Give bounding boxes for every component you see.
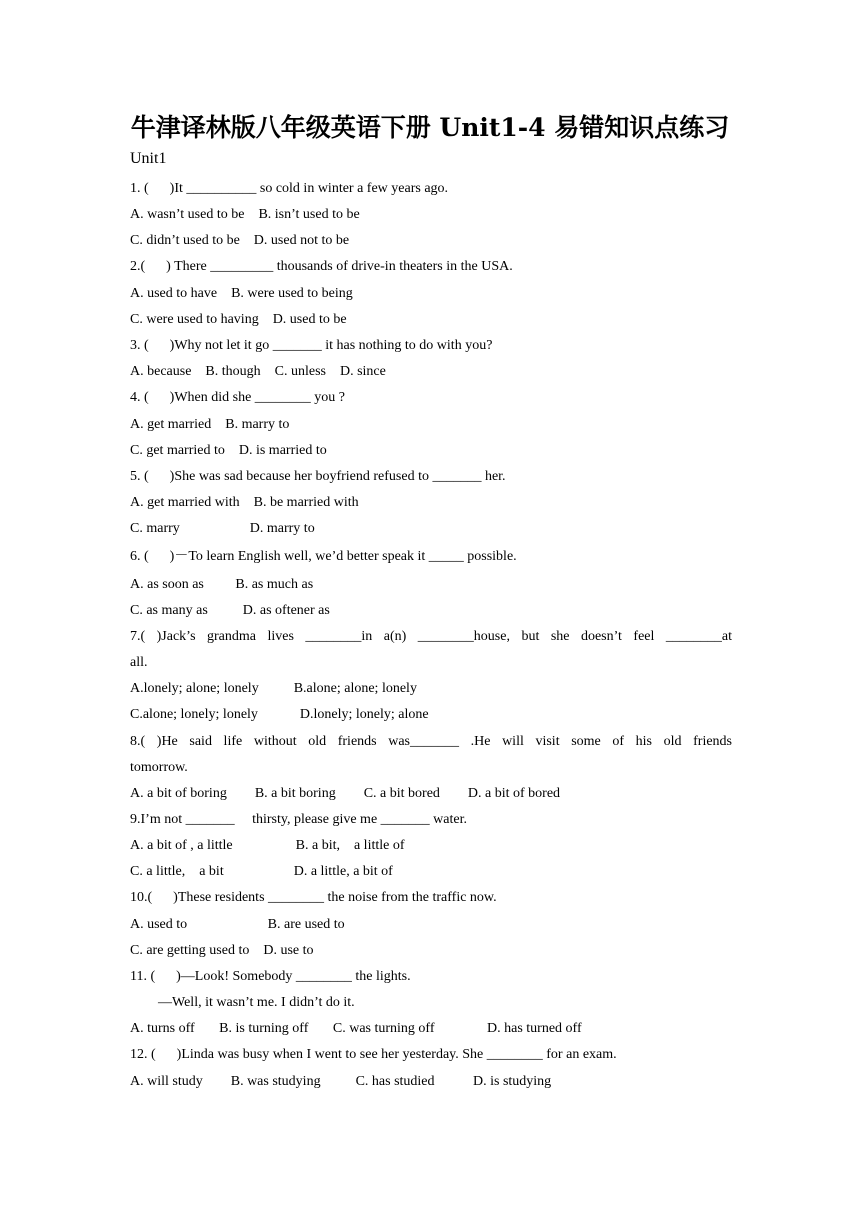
line-8: A. because B. though C. unless D. since bbox=[130, 364, 386, 379]
line-25: 9.I’m not _______ thirsty, please give me _______ water. bbox=[130, 812, 467, 827]
line-6: C. were used to having D. used to be bbox=[130, 312, 347, 327]
line-23: tomorrow. bbox=[130, 760, 188, 775]
line-35: A. will study B. was studying C. has studied D. is studying bbox=[130, 1074, 552, 1089]
line-4: 2.( ) There _________ thousands of drive-in theaters in the USA. bbox=[130, 259, 513, 274]
document-title: 牛津译林版八年级英语下册 Unit1-4 易错知识点练习 bbox=[130, 113, 730, 142]
line-30: C. are getting used to D. use to bbox=[130, 943, 314, 958]
line-17: C. as many as D. as oftener as bbox=[130, 603, 330, 618]
line-27: C. a little, a bit D. a little, a bit of bbox=[130, 864, 393, 879]
line-2: A. wasn’t used to be B. isn’t used to be bbox=[130, 207, 360, 222]
line-10: A. get married B. marry to bbox=[130, 417, 290, 432]
line-24: A. a bit of boring B. a bit boring C. a bit bored D. a bit of bored bbox=[130, 786, 561, 801]
line-19: all. bbox=[130, 655, 148, 670]
line-32: —Well, it wasn’t me. I didn’t do it. bbox=[130, 995, 355, 1010]
line-12: 5. ( )She was sad because her boyfriend refused to _______ her. bbox=[130, 469, 506, 484]
unit-heading: Unit1 bbox=[130, 150, 167, 167]
line-16: A. as soon as B. as much as bbox=[130, 577, 314, 592]
line-33: A. turns off B. is turning off C. was turning off D. has turned off bbox=[130, 1021, 582, 1036]
line-31: 11. ( )—Look! Somebody ________ the lights. bbox=[130, 969, 411, 984]
line-15: 6. ( )－To learn English well, we’d better speak it _____ possible. bbox=[130, 549, 517, 564]
line-14: C. marry D. marry to bbox=[130, 521, 315, 536]
line-11: C. get married to D. is married to bbox=[130, 443, 327, 458]
line-34: 12. ( )Linda was busy when I went to see her yesterday. She ________ for an exam. bbox=[130, 1047, 617, 1062]
line-21: C.alone; lonely; lonely D.lonely; lonely; alone bbox=[130, 707, 429, 722]
line-29: A. used to B. are used to bbox=[130, 917, 345, 932]
line-13: A. get married with B. be married with bbox=[130, 495, 359, 510]
line-26: A. a bit of , a little B. a bit, a little of bbox=[130, 838, 405, 853]
line-18: 7.( )Jack’s grandma lives ________in a(n) ________house, but she doesn’t feel ________at bbox=[130, 629, 732, 644]
line-28: 10.( )These residents ________ the noise from the traffic now. bbox=[130, 890, 497, 905]
line-7: 3. ( )Why not let it go _______ it has nothing to do with you? bbox=[130, 338, 493, 353]
line-5: A. used to have B. were used to being bbox=[130, 286, 353, 301]
line-3: C. didn’t used to be D. used not to be bbox=[130, 233, 350, 248]
line-1: 1. ( )It __________ so cold in winter a few years ago. bbox=[130, 181, 449, 196]
line-22: 8.( )He said life without old friends was_______ .He will visit some of his old friends bbox=[130, 734, 732, 749]
line-9: 4. ( )When did she ________ you ? bbox=[130, 390, 346, 405]
line-20: A.lonely; alone; lonely B.alone; alone; lonely bbox=[130, 681, 417, 696]
